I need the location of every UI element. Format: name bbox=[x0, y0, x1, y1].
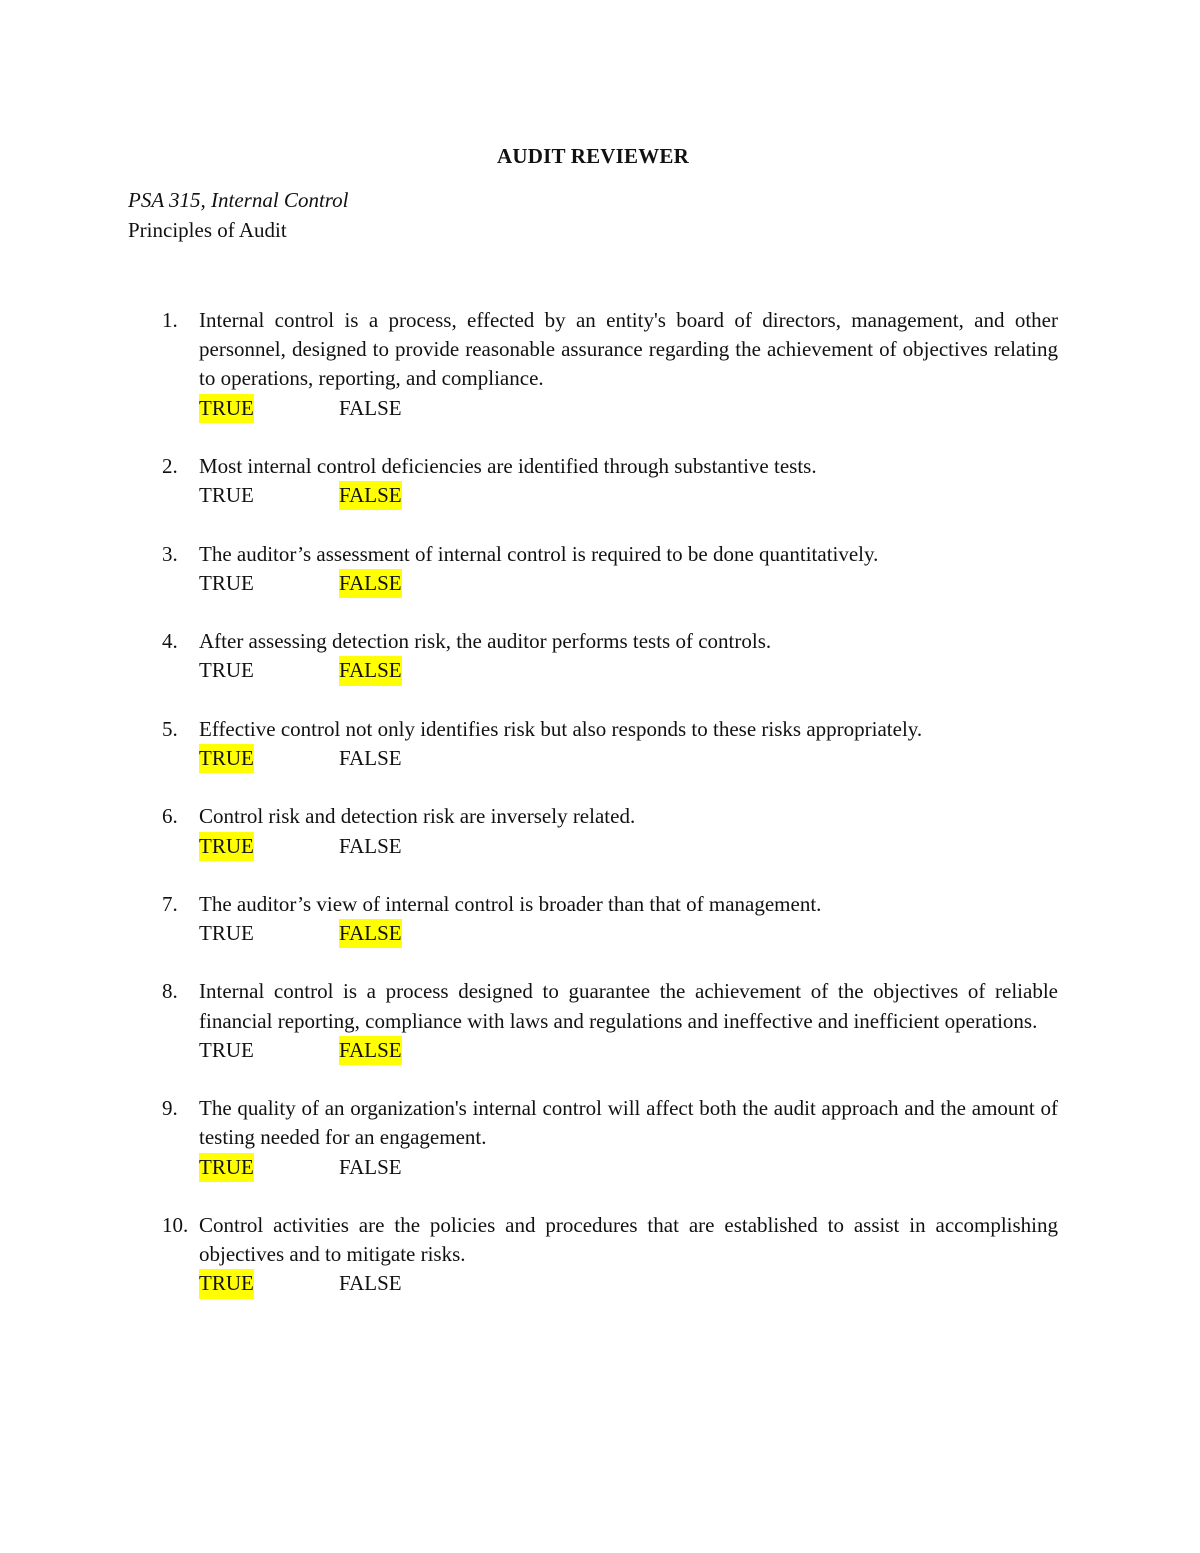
option-false: FALSE bbox=[339, 1154, 402, 1179]
option-false: FALSE bbox=[339, 481, 402, 510]
question-number: 2. bbox=[162, 453, 178, 478]
option-true: TRUE bbox=[199, 483, 254, 508]
question-text: Internal control is a process, effected by an entity's board of directors, management, and other personnel, designed to provide reasonable assurance regarding the achievement of objectives relating to operations, reporting, and compliance. bbox=[199, 308, 1058, 391]
question-number: 7. bbox=[162, 891, 178, 916]
question-number: 8. bbox=[162, 979, 178, 1004]
answer-options bbox=[199, 744, 1200, 773]
question-text: The auditor’s assessment of internal control is required to be done quantitatively. bbox=[199, 541, 879, 566]
question-item bbox=[0, 627, 1200, 685]
question-number: 6. bbox=[162, 804, 178, 829]
answer-options bbox=[199, 1269, 1200, 1298]
answer-options bbox=[199, 1153, 1200, 1182]
question-text: After assessing detection risk, the auditor performs tests of controls. bbox=[199, 629, 772, 654]
option-true: TRUE bbox=[199, 1269, 254, 1298]
document-subtitle: PSA 315, Internal Control bbox=[128, 188, 349, 212]
option-true: TRUE bbox=[199, 1153, 254, 1182]
question-text: Internal control is a process designed to guarantee the achievement of the objectives of reliable financial reporting, compliance with laws and regulations and ineffective and inefficient operations. bbox=[199, 979, 1058, 1033]
option-true: TRUE bbox=[199, 658, 254, 683]
question-text: The quality of an organization's internal control will affect both the audit approach and the amount of testing needed for an engagement. bbox=[199, 1096, 1058, 1150]
option-true: TRUE bbox=[199, 570, 254, 595]
question-item bbox=[0, 452, 1200, 510]
question-number: 4. bbox=[162, 629, 178, 654]
option-true: TRUE bbox=[199, 394, 254, 423]
course-name: Principles of Audit bbox=[128, 218, 287, 242]
question-text: The auditor’s view of internal control is broader than that of management. bbox=[199, 891, 822, 916]
answer-options bbox=[199, 1036, 1200, 1065]
question-item bbox=[0, 540, 1200, 598]
option-false: FALSE bbox=[339, 1271, 402, 1296]
question-item bbox=[0, 715, 1200, 773]
question-list bbox=[0, 306, 1200, 1328]
option-true: TRUE bbox=[199, 744, 254, 773]
answer-options bbox=[199, 394, 1200, 423]
answer-options bbox=[199, 481, 1200, 510]
answer-options bbox=[199, 569, 1200, 598]
answer-options bbox=[199, 656, 1200, 685]
option-false: FALSE bbox=[339, 1036, 402, 1065]
question-number: 9. bbox=[162, 1096, 178, 1121]
question-item bbox=[0, 1211, 1200, 1299]
question-item bbox=[0, 1094, 1200, 1182]
option-true: TRUE bbox=[199, 832, 254, 861]
question-text: Control risk and detection risk are inversely related. bbox=[199, 804, 636, 829]
question-text: Control activities are the policies and procedures that are established to assist in accomplishing objectives and to mitigate risks. bbox=[199, 1213, 1058, 1267]
question-text: Most internal control deficiencies are identified through substantive tests. bbox=[199, 453, 817, 478]
question-item bbox=[0, 977, 1200, 1065]
question-text: Effective control not only identifies risk but also responds to these risks appropriately. bbox=[199, 716, 923, 741]
option-false: FALSE bbox=[339, 656, 402, 685]
question-item bbox=[0, 802, 1200, 860]
question-number: 3. bbox=[162, 541, 178, 566]
option-true: TRUE bbox=[199, 921, 254, 946]
document-title: AUDIT REVIEWER bbox=[496, 144, 690, 168]
option-true: TRUE bbox=[199, 1037, 254, 1062]
question-number: 5. bbox=[162, 716, 178, 741]
answer-options bbox=[199, 832, 1200, 861]
option-false: FALSE bbox=[339, 833, 402, 858]
answer-options bbox=[199, 919, 1200, 948]
option-false: FALSE bbox=[339, 569, 402, 598]
option-false: FALSE bbox=[339, 395, 402, 420]
question-item bbox=[0, 306, 1200, 423]
question-number: 10. bbox=[162, 1213, 189, 1238]
option-false: FALSE bbox=[339, 919, 402, 948]
question-number: 1. bbox=[162, 308, 178, 332]
option-false: FALSE bbox=[339, 745, 402, 770]
question-item bbox=[0, 890, 1200, 948]
